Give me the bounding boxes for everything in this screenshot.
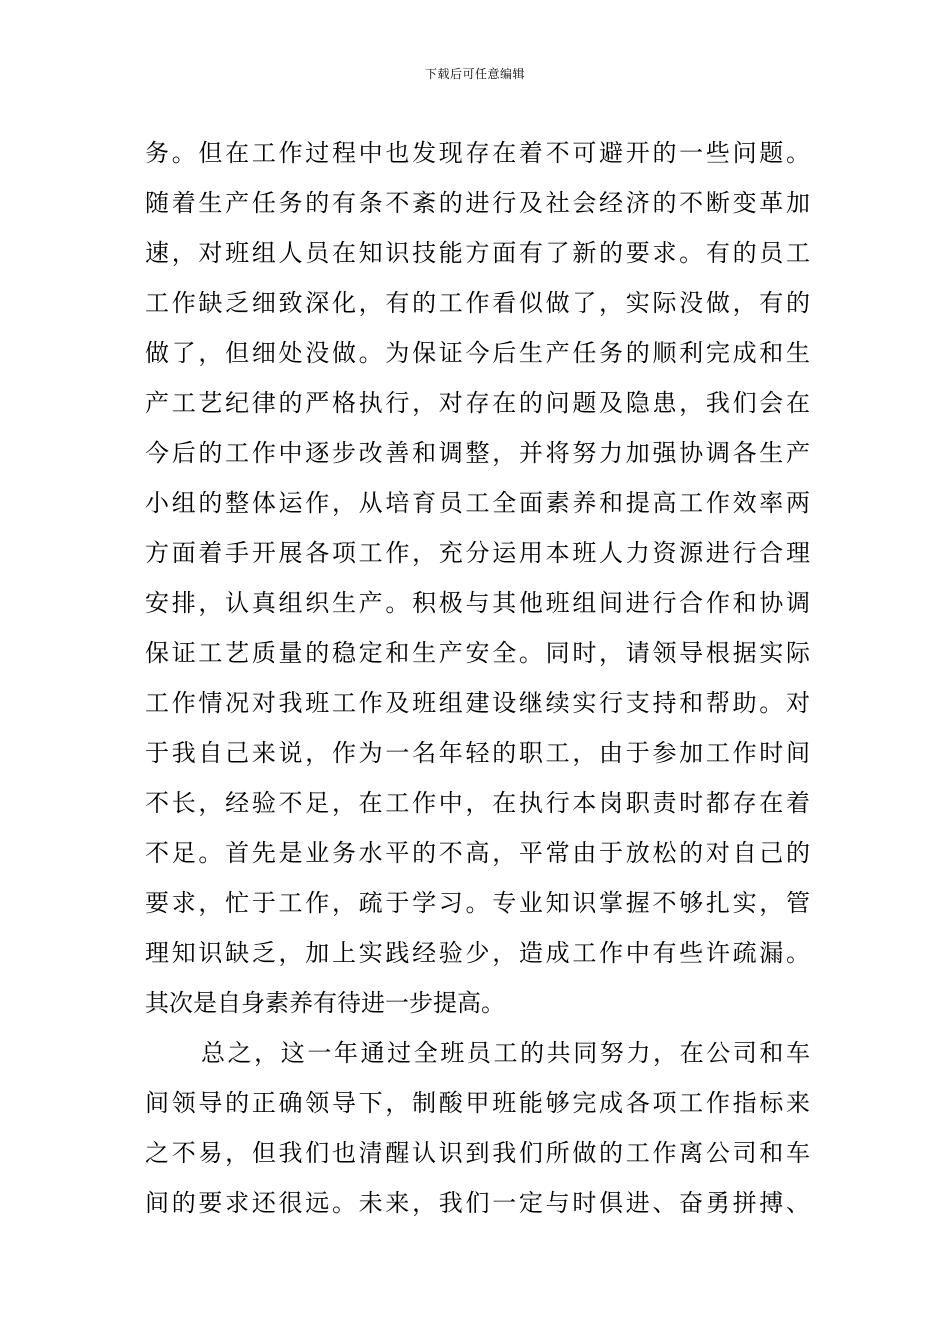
text-line: 工作情况对我班工作及班组建设继续实行支持和帮助。对 (145, 689, 810, 717)
text-line: 随着生产任务的有条不紊的进行及社会经济的不断变革加 (145, 189, 810, 217)
text-line: 要求，忙于工作，疏于学习。专业知识掌握不够扎实，管 (145, 889, 810, 917)
paragraph (145, 128, 810, 1028)
text-line: 方面着手开展各项工作，充分运用本班人力资源进行合理 (145, 539, 810, 567)
text-line: 之不易，但我们也清醒认识到我们所做的工作离公司和车 (145, 1139, 810, 1167)
text-line: 务。但在工作过程中也发现存在着不可避开的一些问题。 (145, 139, 810, 167)
text-line: 安排，认真组织生产。积极与其他班组间进行合作和协调 (145, 589, 810, 617)
text-line: 间的要求还很远。未来，我们一定与时俱进、奋勇拼搏、 (145, 1189, 810, 1217)
text-line: 小组的整体运作，从培育员工全面素养和提高工作效率两 (145, 489, 810, 517)
document-body (145, 128, 810, 1228)
text-line: 不长，经验不足，在工作中，在执行本岗职责时都存在着 (145, 789, 810, 817)
text-line: 今后的工作中逐步改善和调整，并将努力加强协调各生产 (145, 439, 810, 467)
text-line: 不足。首先是业务水平的不高，平常由于放松的对自己的 (145, 839, 810, 867)
text-line: 工作缺乏细致深化，有的工作看似做了，实际没做，有的 (145, 289, 810, 317)
text-line: 做了，但细处没做。为保证今后生产任务的顺利完成和生 (145, 339, 810, 367)
text-line: 于我自己来说，作为一名年轻的职工，由于参加工作时间 (145, 739, 810, 767)
text-line: 速，对班组人员在知识技能方面有了新的要求。有的员工 (145, 239, 810, 267)
text-line: 产工艺纪律的严格执行，对存在的问题及隐患，我们会在 (145, 389, 810, 417)
text-line: 理知识缺乏，加上实践经验少，造成工作中有些许疏漏。 (145, 939, 810, 967)
text-line: 其次是自身素养有待进一步提高。 (145, 989, 505, 1017)
paragraph (145, 1028, 810, 1228)
text-line: 间领导的正确领导下，制酸甲班能够完成各项工作指标来 (145, 1089, 810, 1117)
text-line: 保证工艺质量的稳定和生产安全。同时，请领导根据实际 (145, 639, 810, 667)
text-line: 总之，这一年通过全班员工的共同努力，在公司和车 (201, 1039, 810, 1067)
page-header: 下载后可任意编辑 (424, 67, 525, 81)
